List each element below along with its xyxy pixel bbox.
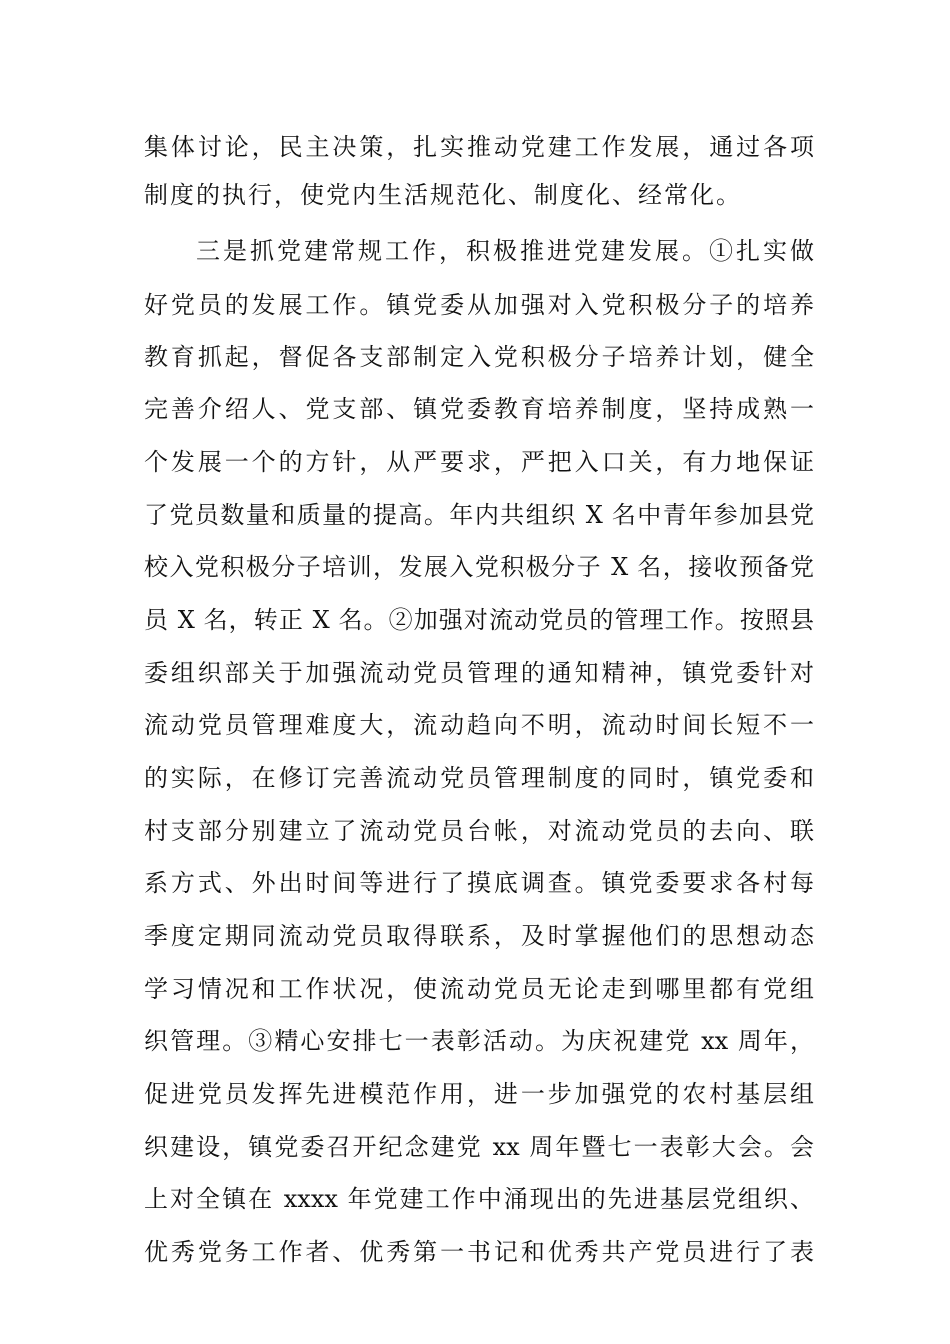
text-line: 集体讨论，民主决策，扎实推动党建工作发展，通过各项 xyxy=(144,133,814,161)
text-line: 制度的执行，使党内生活规范化、制度化、经常化。 xyxy=(144,181,742,209)
text-line: 的实际，在修订完善流动党员管理制度的同时，镇党委和 xyxy=(144,764,814,792)
text-line: 委组织部关于加强流动党员管理的通知精神，镇党委针对 xyxy=(144,659,814,687)
text-line: 个发展一个的方针，从严要求，严把入口关，有力地保证 xyxy=(144,448,814,476)
text-line: 三是抓党建常规工作，积极推进党建发展。①扎实做 xyxy=(196,237,814,265)
text-line: 校入党积极分子培训，发展入党积极分子 X 名，接收预备党 xyxy=(144,553,814,581)
text-line: 员 X 名，转正 X 名。②加强对流动党员的管理工作。按照县 xyxy=(144,606,814,634)
text-line: 教育抓起，督促各支部制定入党积极分子培养计划，健全 xyxy=(144,343,814,371)
text-line: 季度定期同流动党员取得联系，及时掌握他们的思想动态 xyxy=(144,922,814,950)
text-line: 好党员的发展工作。镇党委从加强对入党积极分子的培养 xyxy=(144,291,814,319)
text-line: 村支部分别建立了流动党员台帐，对流动党员的去向、联 xyxy=(144,817,814,845)
text-line: 了党员数量和质量的提高。年内共组织 X 名中青年参加县党 xyxy=(144,501,814,529)
text-line: 学习情况和工作状况，使流动党员无论走到哪里都有党组 xyxy=(144,975,814,1003)
text-line: 织建设，镇党委召开纪念建党 xx 周年暨七一表彰大会。会 xyxy=(144,1133,814,1161)
text-line: 流动党员管理难度大，流动趋向不明，流动时间长短不一 xyxy=(144,711,814,739)
text-line: 系方式、外出时间等进行了摸底调查。镇党委要求各村每 xyxy=(144,869,814,897)
text-line: 上对全镇在 xxxx 年党建工作中涌现出的先进基层党组织、 xyxy=(144,1185,814,1213)
text-line: 优秀党务工作者、优秀第一书记和优秀共产党员进行了表 xyxy=(144,1238,814,1266)
text-line: 织管理。③精心安排七一表彰活动。为庆祝建党 xx 周年， xyxy=(144,1027,814,1055)
text-line: 促进党员发挥先进模范作用，进一步加强党的农村基层组 xyxy=(144,1080,814,1108)
text-line: 完善介绍人、党支部、镇党委教育培养制度，坚持成熟一 xyxy=(144,395,814,423)
